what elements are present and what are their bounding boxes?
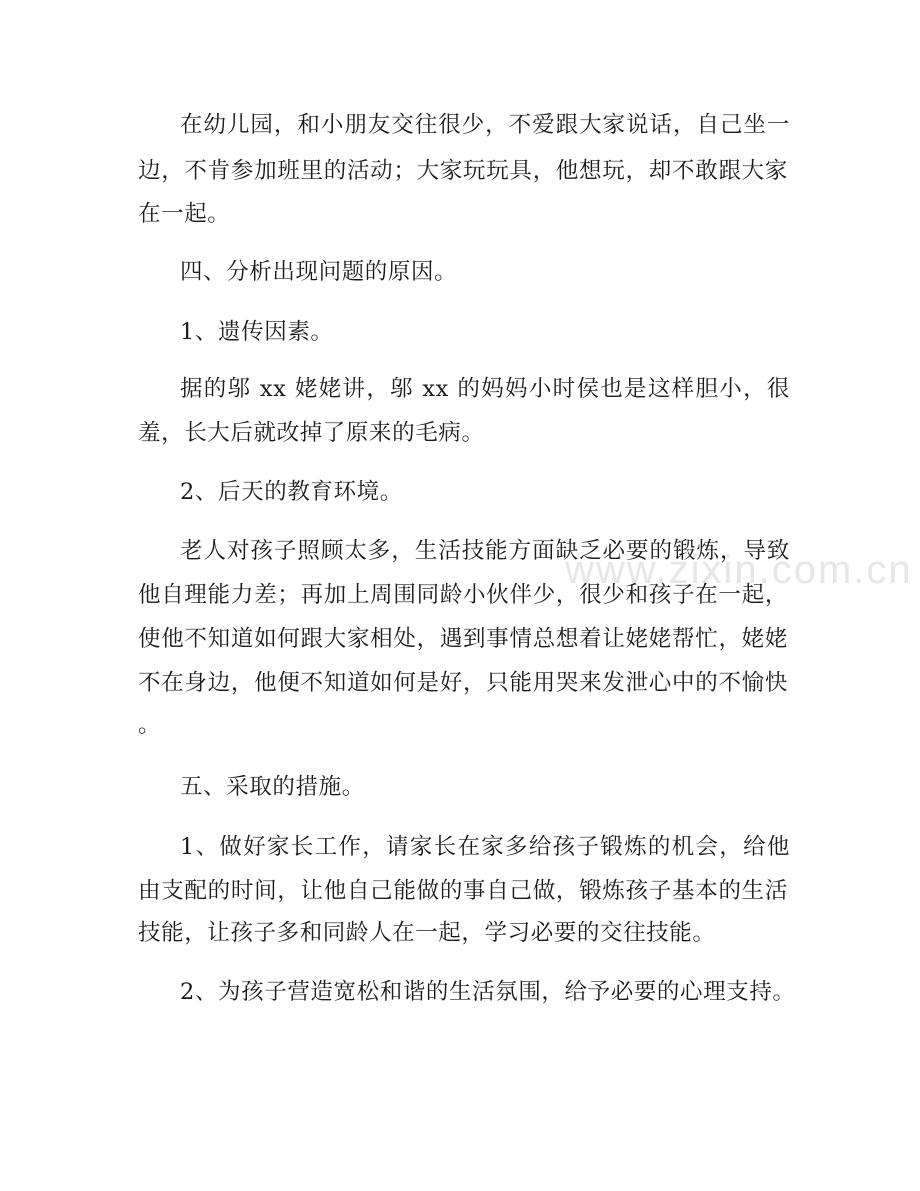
paragraph-kindergarten-line-1: 在幼儿园，和小朋友交往很少，不爱跟大家说话，自己坐一 (180, 112, 790, 138)
heading-section-five: 五、采取的措施。 (180, 774, 365, 800)
paragraph-kindergarten-line-3: 在一起。 (138, 201, 231, 227)
paragraph-kindergarten-line-2: 边，不肯参加班里的活动；大家玩玩具，他想玩，却不敢跟大家 (138, 158, 788, 184)
paragraph-measure-one-line-1: 1、做好家长工作，请家长在家多给孩子锻炼的机会，给他 (180, 834, 790, 860)
paragraph-cause-two-line-5: 。 (138, 712, 162, 738)
heading-section-four: 四、分析出现问题的原因。 (180, 259, 458, 285)
paragraph-cause-two-line-1: 老人对孩子照顾太多，生活技能方面缺乏必要的锻炼，导致 (180, 538, 790, 564)
paragraph-cause-one-line-2: 羞，长大后就改掉了原来的毛病。 (138, 420, 485, 446)
paragraph-measure-one-line-2: 由支配的时间，让他自己能做的事自己做，锻炼孩子基本的生活 (138, 878, 788, 904)
heading-cause-two: 2、后天的教育环境。 (180, 479, 403, 505)
paragraph-cause-one-line-1: 据的邬 xx 姥姥讲，邬 xx 的妈妈小时侯也是这样胆小，很 (180, 376, 790, 402)
paragraph-cause-two-line-4: 不在身边，他便不知道如何是好，只能用哭来发泄心中的不愉快 (138, 670, 788, 696)
heading-cause-one: 1、遗传因素。 (180, 319, 334, 345)
paragraph-cause-two-line-3: 使他不知道如何跟大家相处，遇到事情总想着让姥姥帮忙，姥姥 (138, 626, 788, 652)
paragraph-cause-two-line-2: 他自理能力差；再加上周围同龄小伙伴少，很少和孩子在一起， (138, 582, 788, 608)
watermark: www.zixin.com.cn (565, 548, 913, 592)
paragraph-measure-two-line-1: 2、为孩子营造宽松和谐的生活氛围，给予必要的心理支持。 (180, 979, 796, 1005)
paragraph-measure-one-line-3: 技能，让孩子多和同龄人在一起，学习必要的交往技能。 (138, 920, 716, 946)
